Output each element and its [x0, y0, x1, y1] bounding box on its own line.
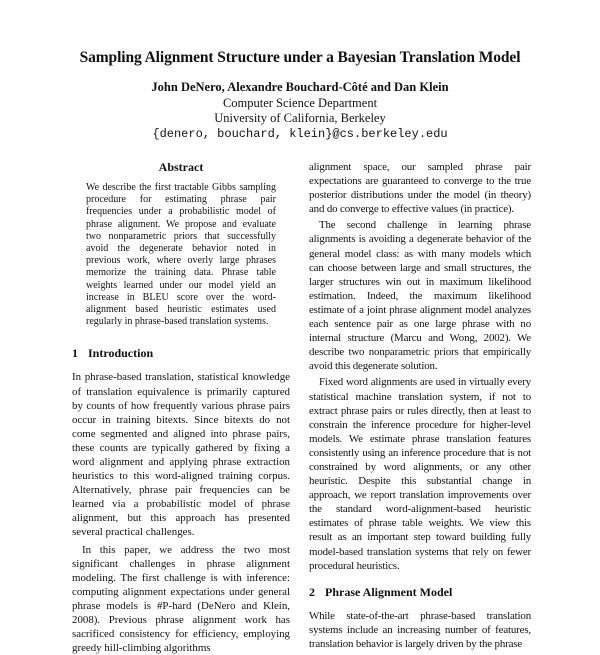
- right-paragraph-3: Fixed word alignments are used in virtually every statistical machine translation system, if not to extract phrase pairs or rules directly, then at least to constrain the inference procedure for higher-level models. We estimate phrase translation features consistently using an inference procedure that is not constrained by word alignments, or any other heuristic. Despite this substantial change in approach, we report translation improvements over the standard word-alignment-based heuristic estimates of phrase table weights. We view this result as an important step toward building fully model-based translation systems that rely on fewer procedural heuristics.: [309, 376, 531, 572]
- left-column: [72, 160, 290, 655]
- section-heading-phrase-alignment-model: [309, 585, 531, 600]
- section-number: 1: [72, 346, 78, 361]
- right-paragraph-2: The second challenge in learning phrase alignments is avoiding a degenerate behavior of the general model class: as with many models which can choose between large and small structures, the larger structures win out in maximum likelihood estimation. Indeed, the maximum likelihood estimate of a joint phrase alignment model analyzes each sentence pair as one large phrase with no internal structure (Marcu and Wong, 2002). We describe two nonparametric priors that empirically avoid this degenerate solution.: [309, 219, 531, 373]
- paper-title: Sampling Alignment Structure under a Bayesian Translation Model: [79, 49, 521, 66]
- right-column: [309, 160, 531, 651]
- section-number: 2: [309, 584, 315, 599]
- abstract-heading: Abstract: [158, 160, 204, 174]
- intro-paragraph-1: In phrase-based translation, statistical knowledge of translation equivalence is primarily captured by counts of how frequently various phrase pairs occur in training bitexts. Since bitexts do not come segmented and aligned into phrase pairs, these counts are typically gathered by fixing a word alignment and applying phrase extraction heuristics to this word-aligned training corpus. Alternatively, phrase pair frequencies can be learned via a probabilistic model of phrase alignment, but this approach has presented several practical challenges.: [72, 371, 290, 539]
- section-title: Introduction: [88, 346, 154, 361]
- section-title: Phrase Alignment Model: [325, 584, 453, 599]
- right-paragraph-1: alignment space, our sampled phrase pair expectations are guaranteed to converge to the true posterior distributions under the model (in theory) and do converge to effective values (in practice).: [309, 161, 531, 216]
- intro-paragraph-2: In this paper, we address the two most significant challenges in phrase alignment modeling. The first challenge is with inference: computing alignment expectations under general phrase models is #P-hard (DeNero and Klein, 2008). Previous phrase alignment work has sacrificed consistency for efficiency, employing greedy hill-climbing algorithms: [72, 543, 290, 655]
- abstract-text: We describe the first tractable Gibbs sampling procedure for estimating phrase pair frequencies under a probabilistic model of phrase alignment. We propose and evaluate two nonparametric priors that successfully avoid the degenerate behavior noted in previous work, where overly large phrases memorize the training data. Phrase table weights learned under our model yield an increase in BLEU score over the word-alignment based heuristic estimates used regularly in phrase-based translation systems.: [86, 182, 276, 328]
- author-names: John DeNero, Alexandre Bouchard-Côté and Dan Klein: [151, 80, 449, 94]
- department: Computer Science Department: [222, 95, 378, 110]
- university: University of California, Berkeley: [214, 111, 386, 125]
- section-heading-introduction: [72, 346, 290, 361]
- author-email: {denero, bouchard, klein}@cs.berkeley.edu: [152, 126, 448, 141]
- section2-paragraph-1: While state-of-the-art phrase-based translation systems include an increasing number of features, translation behavior is largely driven by the phrase: [309, 609, 531, 650]
- author-block: [0, 80, 600, 142]
